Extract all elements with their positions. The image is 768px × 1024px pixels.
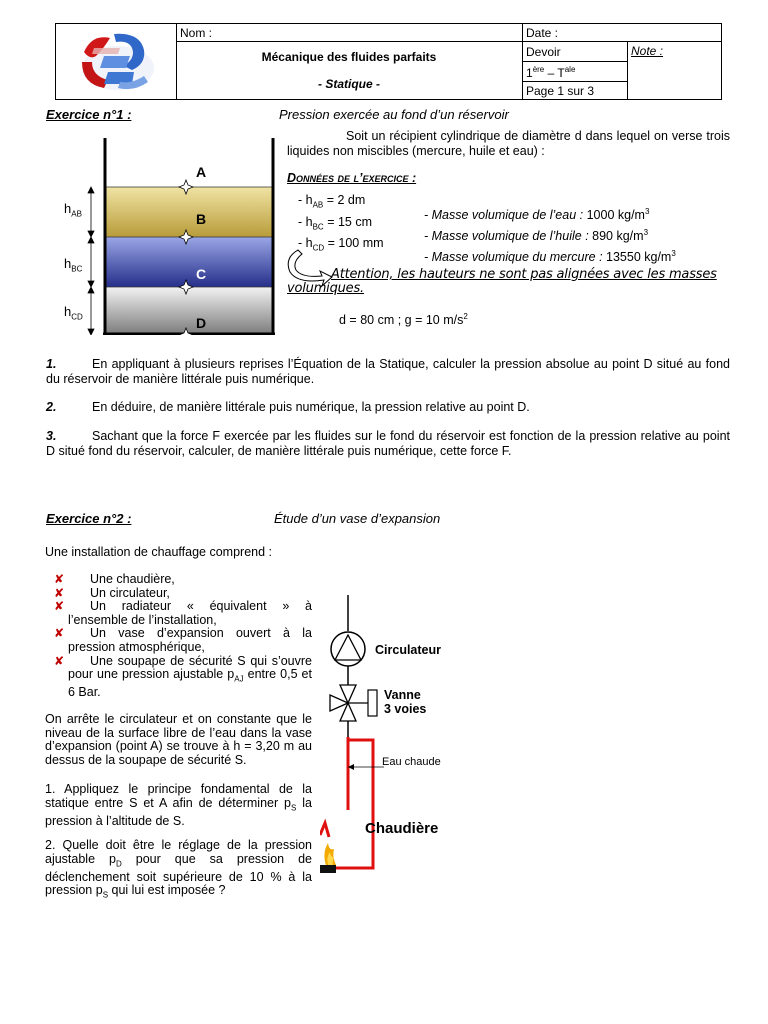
valve-label: Vanne 3 voies [384, 688, 427, 716]
document-subtitle: - Statique - [318, 77, 380, 91]
ex2-question-2: 2. Quelle doit être le réglage de la pression ajustable $p_D$ pour que sa pression de déclenchement soit supérieure de 10 % à la pression $p_S$ qui lui est imposée ? [45, 838, 313, 900]
table-divider [522, 81, 628, 82]
exercise-2-title: Étude d’un vase d’expansion [274, 511, 441, 526]
table-divider [176, 41, 722, 42]
density-oil: - Masse volumique de l’huile : 890 $kg/m^3$ [424, 228, 649, 244]
boiler-label: Chaudière [365, 820, 439, 837]
header-table [55, 23, 722, 100]
cross-icon: ✘ [54, 626, 65, 641]
circulator-symbol [331, 632, 365, 666]
height-ab-label: $h_{AB}$ [64, 201, 82, 219]
exercise-1-label: Exercice n°1 : [46, 107, 132, 122]
mercury-layer [106, 287, 272, 335]
devoir-label: Devoir [526, 45, 561, 59]
cross-icon: ✘ [54, 585, 65, 600]
exercise-2-label: Exercice n°2 : [46, 511, 132, 526]
list-item: ✘ Un radiateur « équivalent » à l’ensemble de l’installation, [54, 599, 312, 627]
heating-diagram [320, 595, 440, 885]
diameter-gravity: d = 80 cm ; g = 10 $m/s^2$ [339, 312, 468, 328]
exercise-1-intro: Soit un récipient cylindrique de diamètre d dans lequel on verse trois liquides non miscibles (mercure, huile et eau) : [287, 129, 730, 158]
note-label: Note : [631, 44, 664, 58]
cross-icon: ✘ [54, 572, 65, 586]
point-b-label: B [196, 211, 207, 227]
water-layer [106, 237, 272, 287]
exercise-2-paragraph: On arrête le circulateur et on constante que le niveau de la surface libre de l’eau dans la vase d’expansion (point A) se trouve à h = 3,20 m au dessus de la soupape de sécurité S. [45, 712, 312, 767]
three-way-valve-symbol [330, 685, 377, 721]
cross-icon: ✘ [54, 599, 65, 614]
height-cd-label: $h_{CD}$ [64, 304, 83, 322]
attention-note: Attention, les hauteurs ne sont pas alignées avec les masses volumiques. [287, 267, 717, 296]
density-water: - Masse volumique de l’eau : 1000 $kg/m^3$ [424, 207, 650, 223]
point-d-label: D [196, 315, 207, 331]
h-cd-value: - $h_{CD} = 100$ mm [298, 236, 384, 253]
cross-icon: ✘ [54, 653, 65, 668]
list-item: ✘ Une chaudière, [54, 572, 175, 586]
table-divider [522, 61, 628, 62]
ex1-question-3: 3. Sachant que la force F exercée par les fluides sur le fond du réservoir est fonction de la pression relative au point D situé fond du réservoir, calculer, de manière littérale puis numérique, cette force F. [46, 429, 730, 458]
exercise-2-intro: Une installation de chauffage comprend : [45, 545, 273, 559]
school-logo [74, 26, 156, 98]
point-a-label: A [196, 164, 207, 180]
ex1-question-2: 2. En déduire, de manière littérale puis numérique, la pression relative au point D. [46, 400, 530, 414]
name-label: Nom : [180, 26, 213, 40]
circulator-label: Circulateur [375, 643, 441, 657]
height-bc-label: $h_{BC}$ [64, 256, 83, 274]
h-ab-value: - $h_{AB} = 2$ dm [298, 193, 366, 210]
data-section-title: Données de l’exercice : [287, 171, 417, 185]
hot-water-label: Eau chaude [382, 756, 441, 768]
exercise-1-title: Pression exercée au fond d’un réservoir [279, 107, 509, 122]
list-item: ✘ Un vase d’expansion ouvert à la pression atmosphérique, [54, 626, 312, 654]
table-divider [627, 41, 628, 99]
ex2-question-1: 1. Appliquez le principe fondamental de la statique entre S et A afin de déterminer $p_S$ la pression à l’altitude de S. [45, 782, 312, 828]
density-mercury: - Masse volumique du mercure : 13550 $kg/m^3$ [424, 249, 676, 265]
document-title: Mécanique des fluides parfaits [261, 50, 437, 64]
list-item: ✘ Une soupape de sécurité S qui s’ouvre pour une pression ajustable $p_{AJ}$ entre 0,5 et 6 Bar. [54, 653, 312, 700]
level-label: $1ère - T^{ale}$ [526, 65, 576, 80]
equipment-list [54, 573, 312, 700]
h-bc-value: - $h_{BC} = 15$ cm [298, 215, 373, 232]
date-label: Date : [526, 26, 559, 40]
list-item: ✘ Un circulateur, [54, 585, 170, 600]
tank-diagram [60, 135, 282, 335]
oil-layer [106, 187, 272, 237]
ex1-question-1: 1. En appliquant à plusieurs reprises l’Équation de la Statique, calculer la pression absolue au point D situé au fond du réservoir de manière littérale puis numérique. [46, 357, 730, 386]
page-number: Page 1 sur 3 [526, 84, 595, 98]
point-c-label: C [196, 266, 207, 282]
